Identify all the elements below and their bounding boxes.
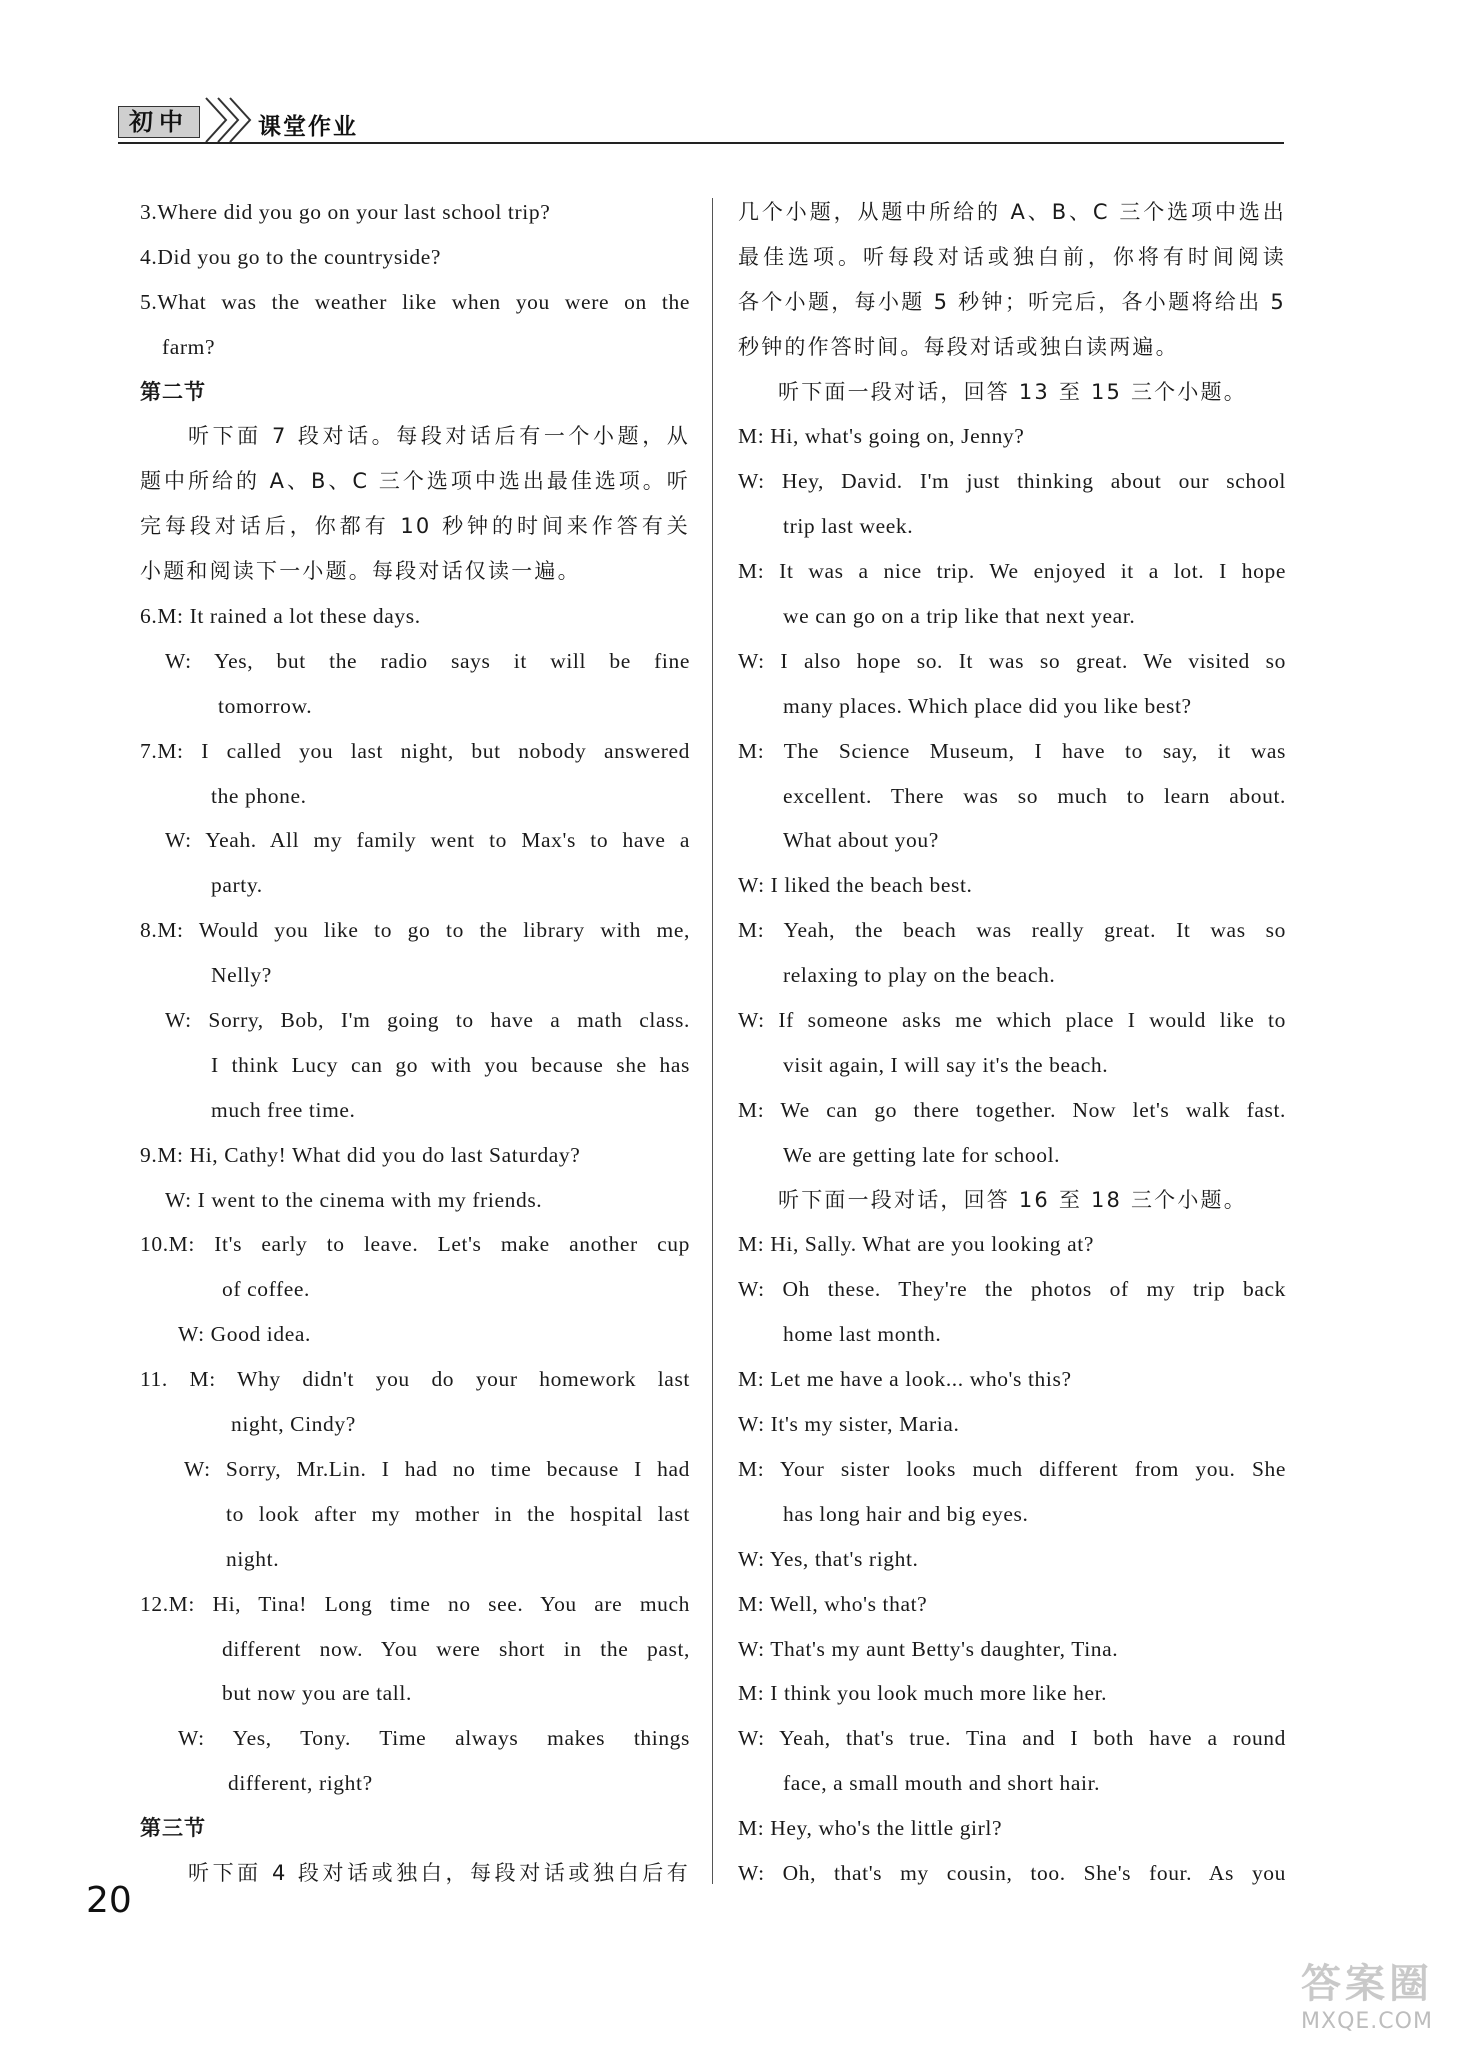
text-line: 10.M: It's early to leave. Let's make another cup — [140, 1232, 690, 1257]
text-line: many places. Which place did you like best? — [783, 693, 1192, 718]
text-line: M: Yeah, the beach was really great. It was so — [738, 918, 1286, 943]
text-line: night. — [226, 1546, 280, 1571]
text-line: to look after my mother in the hospital last — [226, 1501, 690, 1526]
left-column — [140, 190, 690, 1896]
text-line: trip last week. — [783, 514, 914, 539]
text-line: 各个小题，每小题 5 秒钟；听完后，各小题将给出 5 — [738, 289, 1286, 314]
text-line: visit again, I will say it's the beach. — [783, 1052, 1109, 1077]
text-line: M: The Science Museum, I have to say, it was — [738, 738, 1286, 763]
text-line: the phone. — [211, 783, 307, 808]
text-line: M: Hi, what's going on, Jenny? — [738, 424, 1025, 449]
text-line: 完每段对话后，你都有 10 秒钟的时间来作答有关 — [140, 514, 690, 539]
book-title: 课堂作业 — [258, 114, 358, 140]
text-line: Nelly? — [211, 963, 272, 988]
page-number: 20 — [86, 1880, 132, 1921]
text-line: W: I also hope so. It was so great. We visited so — [738, 648, 1286, 673]
watermark-url: MXQE.COM — [1301, 2009, 1433, 2034]
text-line: has long hair and big eyes. — [783, 1501, 1029, 1526]
text-line: W: Yeah. All my family went to Max's to have a — [165, 828, 690, 853]
text-line: W: Oh these. They're the photos of my trip back — [738, 1277, 1286, 1302]
text-line: excellent. There was so much to learn about. — [783, 783, 1286, 808]
text-line: 6.M: It rained a lot these days. — [140, 604, 421, 629]
header-rule — [118, 142, 1284, 144]
text-line: W: It's my sister, Maria. — [738, 1412, 960, 1437]
text-line: 听下面一段对话，回答 16 至 18 三个小题。 — [778, 1187, 1247, 1212]
text-line: we can go on a trip like that next year. — [783, 604, 1136, 629]
text-line: W: Sorry, Mr.Lin. I had no time because I had — [184, 1456, 690, 1481]
watermark — [1301, 1952, 1433, 2034]
text-line: 7.M: I called you last night, but nobody answered — [140, 738, 690, 763]
text-line: of coffee. — [222, 1277, 310, 1302]
text-line: W: Yeah, that's true. Tina and I both have a round — [738, 1726, 1286, 1751]
text-line: W: I liked the beach best. — [738, 873, 973, 898]
level-tag: 初中 — [118, 106, 200, 138]
text-line: 9.M: Hi, Cathy! What did you do last Saturday? — [140, 1142, 581, 1167]
text-line: W: Good idea. — [178, 1322, 311, 1347]
watermark-logo: 答案圈 — [1301, 1961, 1433, 2007]
text-line: 3.Where did you go on your last school trip? — [140, 200, 551, 224]
text-line: W: Hey, David. I'm just thinking about our school — [738, 469, 1286, 494]
text-line: relaxing to play on the beach. — [783, 963, 1056, 988]
text-line: W: Oh, that's my cousin, too. She's four. As you — [738, 1860, 1286, 1885]
page-header — [118, 94, 1284, 144]
text-line: party. — [211, 873, 263, 898]
text-line: What about you? — [783, 828, 939, 853]
text-line: I think Lucy can go with you because she has — [211, 1052, 690, 1077]
column-divider — [712, 198, 713, 1884]
text-line: M: Hi, Sally. What are you looking at? — [738, 1232, 1094, 1257]
text-line: W: Sorry, Bob, I'm going to have a math class. — [165, 1008, 690, 1033]
text-line: 几个小题，从题中所给的 A、B、C 三个选项中选出 — [738, 200, 1286, 224]
text-line: 5.What was the weather like when you were on the — [140, 289, 690, 314]
text-line: night, Cindy? — [231, 1412, 356, 1437]
text-line: 听下面 4 段对话或独白，每段对话或独白后有 — [188, 1860, 690, 1885]
right-column — [738, 190, 1286, 1896]
text-line: 12.M: Hi, Tina! Long time no see. You are much — [140, 1591, 690, 1616]
text-line: 秒钟的作答时间。每段对话或独白读两遍。 — [738, 334, 1179, 359]
text-line: home last month. — [783, 1322, 942, 1347]
text-line: 题中所给的 A、B、C 三个选项中选出最佳选项。听 — [140, 469, 690, 494]
text-line: 听下面一段对话，回答 13 至 15 三个小题。 — [778, 379, 1247, 404]
text-line: 4.Did you go to the countryside? — [140, 244, 442, 269]
text-line: W: Yes, but the radio says it will be fine — [165, 648, 690, 673]
section-heading: 第三节 — [140, 1816, 206, 1841]
text-line: W: Yes, that's right. — [738, 1546, 919, 1571]
text-line: M: Your sister looks much different from you. She — [738, 1456, 1286, 1481]
text-line: 听下面 7 段对话。每段对话后有一个小题，从 — [188, 424, 690, 449]
text-line: 最佳选项。听每段对话或独白前，你将有时间阅读 — [738, 244, 1286, 269]
text-line: W: I went to the cinema with my friends. — [165, 1187, 543, 1212]
text-line: 8.M: Would you like to go to the library with me, — [140, 918, 690, 943]
text-line: M: Well, who's that? — [738, 1591, 928, 1616]
text-line: different, right? — [228, 1771, 373, 1796]
text-line: much free time. — [211, 1097, 356, 1122]
text-line: 小题和阅读下一小题。每段对话仅读一遍。 — [140, 559, 581, 584]
text-line: M: We can go there together. Now let's walk fast. — [738, 1097, 1286, 1122]
text-line: M: Let me have a look... who's this? — [738, 1367, 1072, 1392]
text-line: W: Yes, Tony. Time always makes things — [178, 1726, 690, 1751]
text-line: tomorrow. — [218, 693, 313, 718]
text-line: We are getting late for school. — [783, 1142, 1061, 1167]
text-line: but now you are tall. — [222, 1681, 412, 1706]
text-line: W: If someone asks me which place I would like to — [738, 1008, 1286, 1033]
text-line: M: I think you look much more like her. — [738, 1681, 1108, 1706]
text-line: face, a small mouth and short hair. — [783, 1771, 1101, 1796]
section-heading: 第二节 — [140, 379, 206, 404]
text-line: W: That's my aunt Betty's daughter, Tina. — [738, 1636, 1119, 1661]
text-line: different now. You were short in the past, — [222, 1636, 690, 1661]
text-line: M: Hey, who's the little girl? — [738, 1816, 1003, 1841]
text-line: 11. M: Why didn't you do your homework last — [140, 1367, 690, 1392]
text-line: M: It was a nice trip. We enjoyed it a lot. I hope — [738, 559, 1286, 584]
text-line: farm? — [162, 334, 216, 359]
